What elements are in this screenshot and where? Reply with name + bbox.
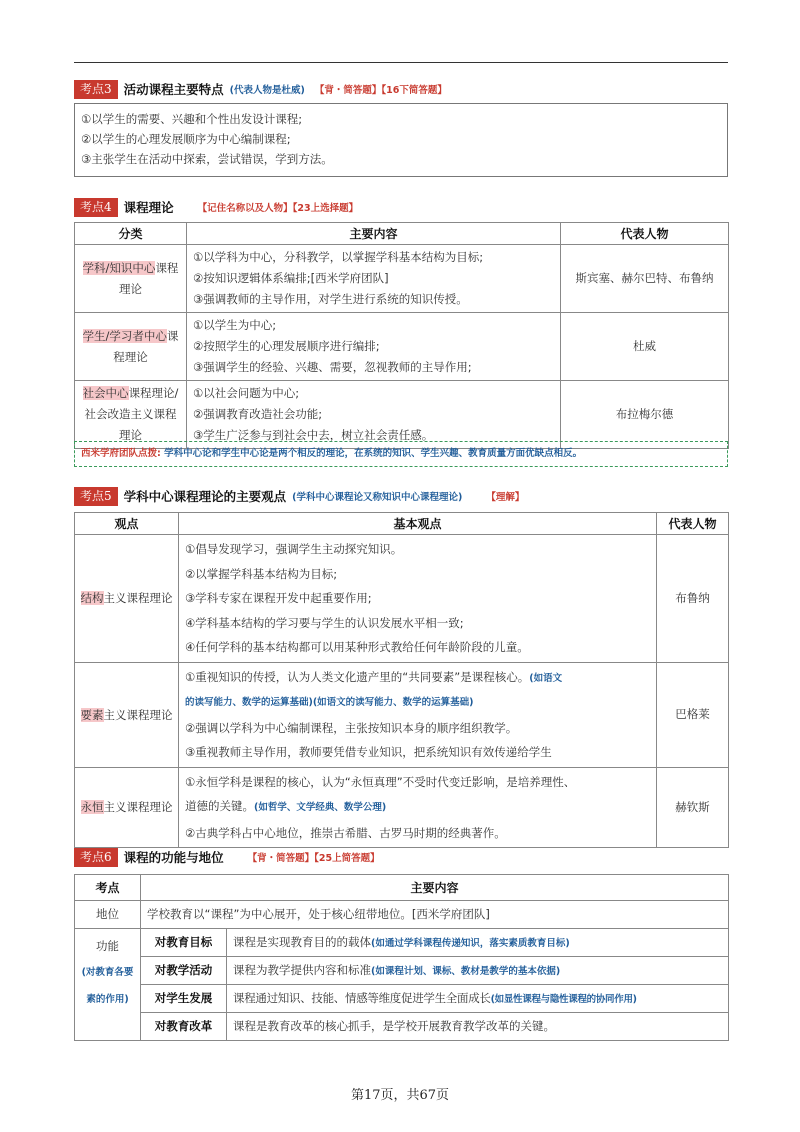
table-row bbox=[75, 957, 729, 985]
content-line: ③学生广泛参与到社会中去，树立社会责任感。 bbox=[193, 428, 434, 442]
function-name: 对教育目标 bbox=[141, 929, 227, 957]
content-line: ②强调教育改造社会功能; bbox=[193, 407, 323, 421]
content-line: ①永恒学科是课程的核心，认为“永恒真理”不受时代变迁影响，是培养理性、 bbox=[185, 774, 576, 789]
tip-box bbox=[74, 441, 728, 467]
column-header: 主要内容 bbox=[141, 875, 729, 901]
function-label: 功能 bbox=[96, 939, 119, 953]
column-header: 考点 bbox=[75, 875, 141, 901]
content-line: ①以学生为中心; bbox=[193, 318, 277, 332]
tip-label: 西米学府团队点拨: bbox=[81, 448, 161, 459]
section-note: (代表人物是杜威) bbox=[229, 85, 305, 96]
section-3-header bbox=[74, 79, 447, 99]
label-cell: 地位 bbox=[75, 901, 141, 929]
content-line: ②按照学生的心理发展顺序进行编排; bbox=[193, 339, 380, 353]
content-cell bbox=[179, 767, 657, 848]
content-line: ③重视教师主导作用，教师要凭借专业知识，把系统知识有效传递给学生 bbox=[185, 745, 552, 759]
section-4-header bbox=[74, 197, 358, 217]
highlight: 结构 bbox=[80, 591, 104, 606]
table-row bbox=[75, 985, 729, 1013]
person-cell: 布鲁纳 bbox=[657, 535, 729, 663]
viewpoint-cell bbox=[75, 535, 179, 663]
function-name: 对学生发展 bbox=[141, 985, 227, 1013]
tip-text: 学科中心论和学生中心论是两个相反的理论，在系统的知识、学生兴趣、教育质量方面优缺点相反。 bbox=[164, 448, 583, 459]
table-header-row bbox=[75, 513, 729, 535]
column-header: 分类 bbox=[75, 223, 187, 245]
list-item: ②以学生的心理发展顺序为中心编制课程; bbox=[81, 132, 291, 146]
viewpoint-rest: 主义课程理论 bbox=[103, 800, 173, 815]
column-header: 代表人物 bbox=[657, 513, 729, 535]
column-header: 基本观点 bbox=[179, 513, 657, 535]
person-cell: 杜威 bbox=[561, 313, 729, 381]
viewpoint-rest: 主义课程理论 bbox=[103, 707, 173, 722]
function-label-cell bbox=[75, 929, 141, 1041]
person-cell: 赫钦斯 bbox=[657, 767, 729, 848]
section-title: 课程理论 bbox=[123, 200, 174, 215]
category-cell bbox=[75, 245, 187, 313]
section-tag: 【背・简答题】【16下简答题】 bbox=[314, 85, 447, 96]
content-cell: 学校教育以“课程”为中心展开，处于核心纽带地位。[西米学府团队] bbox=[141, 901, 729, 929]
column-header: 主要内容 bbox=[187, 223, 561, 245]
top-rule bbox=[74, 62, 728, 63]
subject-centered-theory-table bbox=[74, 512, 729, 848]
function-name: 对教育改革 bbox=[141, 1013, 227, 1041]
table-row bbox=[75, 929, 729, 957]
section-title: 学科中心课程理论的主要观点 bbox=[123, 489, 287, 504]
section-title: 活动课程主要特点 bbox=[123, 82, 224, 97]
viewpoint-rest: 主义课程理论 bbox=[103, 591, 173, 606]
function-content bbox=[227, 985, 729, 1013]
highlight: 要素 bbox=[80, 707, 104, 722]
table-header-row bbox=[75, 223, 729, 245]
table-row bbox=[75, 381, 729, 449]
table-row bbox=[75, 767, 729, 848]
content-line: ②按知识逻辑体系编排;[西米学府团队] bbox=[193, 271, 389, 285]
content-line: ①倡导发现学习，强调学生主动探究知识。 bbox=[185, 542, 403, 556]
content-line bbox=[185, 794, 650, 821]
column-header: 观点 bbox=[75, 513, 179, 535]
table-row bbox=[75, 901, 729, 929]
section-title: 课程的功能与地位 bbox=[123, 850, 224, 865]
category-rest: 课程理论 bbox=[113, 328, 179, 364]
table-row bbox=[75, 662, 729, 767]
section-tag: 【记住名称以及人物】【23上选择题】 bbox=[197, 203, 359, 214]
highlight: 学科/知识中心 bbox=[82, 260, 156, 275]
highlight: 学生/学习者中心 bbox=[82, 328, 167, 343]
section-6-header bbox=[74, 847, 380, 867]
viewpoint-cell bbox=[75, 767, 179, 848]
category-rest: 课程理论/社会改造主义课程理论 bbox=[84, 386, 179, 442]
person-cell: 布拉梅尔德 bbox=[561, 381, 729, 449]
content-line: ②以掌握学科基本结构为目标; bbox=[185, 566, 338, 581]
highlight: 社会中心 bbox=[82, 386, 129, 400]
category-cell bbox=[75, 313, 187, 381]
curriculum-theory-table bbox=[74, 222, 729, 449]
category-cell bbox=[75, 381, 187, 449]
category-rest: 课程理论 bbox=[119, 260, 179, 296]
section-note: (学科中心课程论又称知识中心课程理论) bbox=[292, 492, 463, 503]
example-note: 的读写能力、数学的运算基础)(如语文的读写能力、数学的运算基础) bbox=[185, 697, 474, 708]
section-3-box bbox=[74, 103, 728, 177]
list-item: ③主张学生在活动中探索，尝试错误，学到方法。 bbox=[81, 152, 333, 166]
content-line: ②古典学科占中心地位，推崇古希腊、古罗马时期的经典著作。 bbox=[185, 825, 506, 840]
section-badge: 考点6 bbox=[74, 848, 118, 867]
content-cell bbox=[179, 535, 657, 663]
function-name: 对教学活动 bbox=[141, 957, 227, 985]
section-tag: 【理解】 bbox=[486, 492, 525, 503]
viewpoint-cell bbox=[75, 662, 179, 767]
person-cell: 斯宾塞、赫尔巴特、布鲁纳 bbox=[561, 245, 729, 313]
table-row bbox=[75, 245, 729, 313]
function-text: 课程是实现教育目的的载体 bbox=[233, 934, 371, 949]
table-header-row bbox=[75, 875, 729, 901]
example-note: (如哲学、文学经典、数学公理) bbox=[254, 802, 387, 813]
highlight: 永恒 bbox=[80, 800, 104, 815]
content-line: ③强调学生的经验、兴趣、需要，忽视教师的主导作用; bbox=[193, 360, 472, 374]
function-note: (对教育各要素的作用) bbox=[81, 967, 134, 1005]
page-number: 第17页，共67页 bbox=[350, 1088, 450, 1103]
function-text: 课程为教学提供内容和标准 bbox=[233, 962, 371, 977]
table-row bbox=[75, 313, 729, 381]
content-line: ④学科基本结构的学习要与学生的认识发展水平相一致; bbox=[185, 615, 464, 630]
section-tag: 【背・简答题】【25上简答题】 bbox=[247, 853, 380, 864]
function-content bbox=[227, 1013, 729, 1041]
content-text: ①重视知识的传授，认为人类文化遗产里的“共同要素”是课程核心。 bbox=[185, 669, 530, 684]
content-line: ①以社会问题为中心; bbox=[193, 386, 300, 400]
section-badge: 考点3 bbox=[74, 80, 118, 99]
list-item: ①以学生的需要、兴趣和个性出发设计课程; bbox=[81, 112, 303, 126]
curriculum-function-table bbox=[74, 874, 729, 1041]
content-cell bbox=[187, 313, 561, 381]
function-text: 课程通过知识、技能、情感等维度促进学生全面成长 bbox=[233, 990, 491, 1005]
content-line: ④任何学科的基本结构都可以用某种形式教给任何年龄阶段的儿童。 bbox=[185, 640, 529, 654]
function-content bbox=[227, 929, 729, 957]
function-content bbox=[227, 957, 729, 985]
example-note: (如语文 bbox=[529, 672, 563, 684]
content-text: 道德的关键。 bbox=[185, 799, 254, 813]
content-cell bbox=[187, 245, 561, 313]
function-example: (如课程计划、课标、教材是教学的基本依据) bbox=[371, 965, 561, 977]
content-line: ③学科专家在课程开发中起重要作用; bbox=[185, 591, 372, 605]
function-example: (如通过学科课程传递知识，落实素质教育目标) bbox=[371, 937, 570, 949]
person-cell: 巴格莱 bbox=[657, 662, 729, 767]
content-line: ③强调教师的主导作用，对学生进行系统的知识传授。 bbox=[193, 292, 468, 306]
function-text: 课程是教育改革的核心抓手，是学校开展教育教学改革的关键。 bbox=[233, 1018, 555, 1033]
column-header: 代表人物 bbox=[561, 223, 729, 245]
section-badge: 考点4 bbox=[74, 198, 118, 217]
table-row bbox=[75, 1013, 729, 1041]
content-line: ①以学科为中心，分科教学，以掌握学科基本结构为目标; bbox=[193, 250, 484, 264]
content-cell bbox=[179, 662, 657, 767]
section-5-header bbox=[74, 486, 524, 506]
section-badge: 考点5 bbox=[74, 487, 118, 506]
table-row bbox=[75, 535, 729, 663]
content-cell bbox=[187, 381, 561, 449]
function-example: (如显性课程与隐性课程的协同作用) bbox=[490, 993, 637, 1005]
content-line bbox=[185, 665, 650, 692]
content-line: ②强调以学科为中心编制课程，主张按知识本身的顺序组织教学。 bbox=[185, 720, 518, 735]
